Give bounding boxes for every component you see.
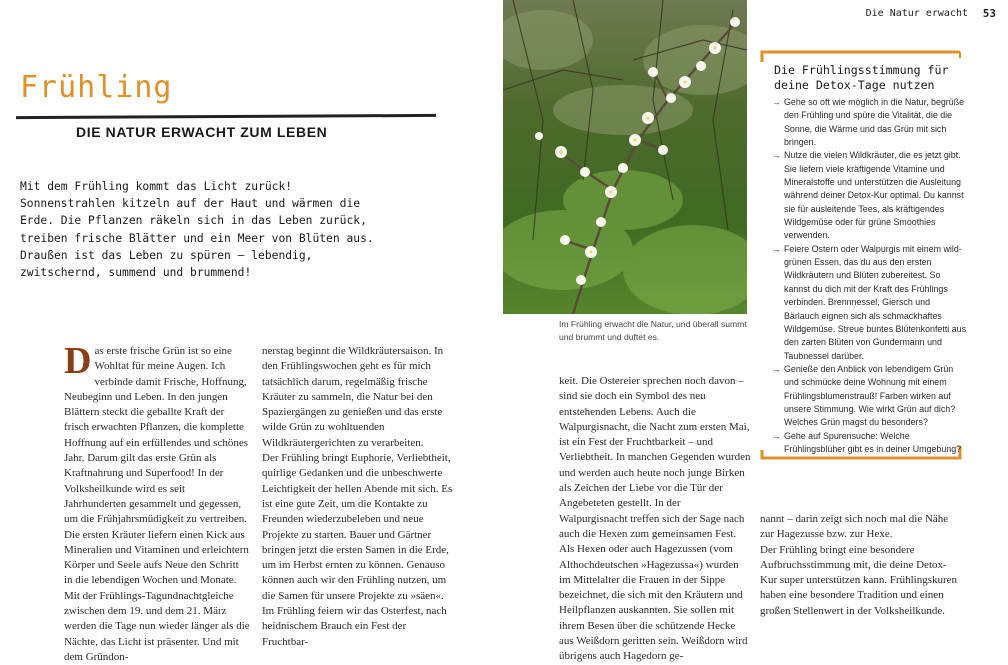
- arrow-icon: →: [772, 97, 781, 107]
- tip-item: → Genieße den Anblick von lebendigem Grün und schmücke deine Wohnung mit einem Frühlingsblumenstrauß! Farben wirken auf unsere Stimmung. Wie wirkt Grün auf dich? Welches Grün magst du besonders?: [772, 363, 956, 428]
- body-column-2: [262, 344, 454, 650]
- running-head: Die Natur erwacht: [865, 8, 968, 19]
- section-subtitle: DIE NATUR ERWACHT ZUM LEBEN: [76, 124, 328, 140]
- arrow-icon: →: [772, 150, 781, 161]
- body-paragraph: nannt – darin zeigt sich noch mal die Nähe zur Hagezusse bzw. zur Hexe.: [760, 513, 949, 541]
- body-paragraph: Das erste frische Grün ist so eine Wohltat für meine Augen. Ich verbinde damit Frische, Hoffnung, Neubeginn und Leben. In den jungen Blättern steckt die geballte Kraft der frisch erwachten Pflanzen, die komplette Hoffnung auf ein erfüllendes und schönes Jahr. Darum gilt das erste Grün als Kraftnahrung und Superfood! In der Volksheilkunde wird es seit Jahrhunderten gesammelt und gegessen, um die Frühjahrsmüdigkeit zu vertreiben. Die ersten Kräuter liefern einen Kick aus Mineralien und Vitaminen und erleichtern Körper und Seele aufs Neue den Schritt in die lebendigen Wochen und Monate.: [64, 340, 249, 587]
- tip-item: → Gehe auf Spurensuche: Welche Frühlingsblüher gibt es in deiner Umgebung?: [772, 430, 962, 454]
- body-paragraph: keit. Die Ostereier sprechen noch davon – sind sie doch ein Symbol des neu entstehenden Lebens. Auch die Walpurgisnacht, die Nacht zum ersten Mai, ist ein Fest der Fruchtbarkeit – und Verliebtheit. In manchen Gegenden wurden und werden auch heute noch junge Birken als Zeichen der Liebe vor die Tür der Angebeteten gestellt. In der Walpurgisnacht treffen sich der Sage nach auch die Hexen zum gemeinsamen Fest. Als Hexen oder auch Hagezussen (vom Althochdeutschen »Hagezussa«) wurden im Mittelalter die Frauen in der Sippe bezeichnet, die sich mit den Kräutern und Heilpflanzen auskannten. Sie sollen mit ihrem Besen über die schützende Hecke aus Weißdorn geritten sein. Weißdorn wird übrigens auch Hagedorn ge-: [559, 375, 751, 663]
- body-paragraph: Mit der Frühlings-Tagundnachtgleiche zwischen dem 19. und dem 21. März werden die Tage nun wieder länger als die Nächte, das Licht ist präsenter. Und mit dem Gründon-: [64, 589, 250, 663]
- body-paragraph: nerstag beginnt die Wildkräutersaison. In den Frühlingswochen geht es für mich tatsächlich darum, regelmäßig frische Kräuter zu sammeln, die Natur bei den Spaziergängen zu genießen und das erste wilde Grün zu wohltuenden Wildkräutergerichten zu verarbeiten.: [262, 345, 444, 449]
- tip-box-title: Die Frühlingsstimmung für deine Detox-Tage nutzen: [774, 63, 949, 92]
- body-column-3: [559, 374, 751, 665]
- body-paragraph: Der Frühling bringt Euphorie, Verliebtheit, quirlige Gedanken und die unbeschwerte Leichtigkeit der hellen Abende mit sich. Es ist eine gute Zeit, um die Kontakte zu Freunden wiederzubeleben und neue Projekte zu starten. Bauer und Gärtner bringen jetzt die ersten Samen in die Erde, um im Herbst ernten zu können. Genauso können auch wir den Frühling nutzen, um die Samen für unsere Projekte zu »säen«.: [262, 452, 453, 602]
- photo-caption: Im Frühling erwacht die Natur, und überall summt und brummt und duftet es.: [559, 319, 747, 342]
- title-underline: [16, 114, 436, 119]
- blossom-branch-image: [503, 0, 747, 314]
- section-title: Frühling: [20, 70, 173, 105]
- arrow-icon: →: [772, 363, 781, 374]
- tip-list: [772, 96, 967, 456]
- lead-paragraph: Mit dem Frühling kommt das Licht zurück! Sonnenstrahlen kitzeln auf der Haut und wärmen die Erde. Die Pflanzen räkeln sich in das Leben zurück, treiben frische Blätter und ein Meer von Blüten aus. Draußen ist das Leben zu spüren – lebendig, zwitschernd, summend und brummend!: [20, 180, 374, 280]
- arrow-icon: →: [772, 430, 781, 441]
- drop-cap: D: [64, 340, 92, 382]
- tip-item: → Feiere Ostern oder Walpurgis mit einem wild-grünen Essen, das du aus den ersten Wildkräutern und Blüten zubereitest. So kannst du dich mit der Kraft des Frühlings verbinden. Brennnessel, Giersch und Bärlauch eignen sich als schmackhaftes Wildgemüse. Streue buntes Blütenkonfetti aus den zarten Blüten von Gundermann und Taubnessel darüber.: [772, 243, 967, 361]
- body-column-1: [64, 340, 250, 665]
- tip-item: → Gehe so oft wie möglich in die Natur, begrüße den Frühling und spüre die Vitalität, die die Sonne, die Wärme und das Grün mit sich bringen.: [772, 97, 965, 148]
- tip-item: → Nutze die vielen Wildkräuter, die es jetzt gibt. Sie liefern viele kräftigende Vitamine und Mineralstoffe und unterstützen die Ausleitung während deiner Detox-Kur optimal. Du kannst sie für ausleitende Tees, als kräftigendes Wildgemüse oder für grüne Smoothies verwenden.: [772, 150, 964, 241]
- arrow-icon: →: [772, 243, 781, 254]
- blossom-photo: [503, 0, 747, 314]
- body-paragraph: Im Frühling feiern wir das Osterfest, nach heidnischem Brauch ein Fest der Fruchtbar-: [262, 605, 447, 648]
- body-paragraph: Der Frühling bringt eine besondere Aufbruchsstimmung mit, die deine Detox-Kur super unterstützen kann. Frühlingskuren haben eine besondere Tradition und einen großen Stellenwert in der Volksheilkunde.: [760, 543, 958, 617]
- body-column-4: [760, 512, 960, 619]
- page-number: 53: [982, 7, 996, 20]
